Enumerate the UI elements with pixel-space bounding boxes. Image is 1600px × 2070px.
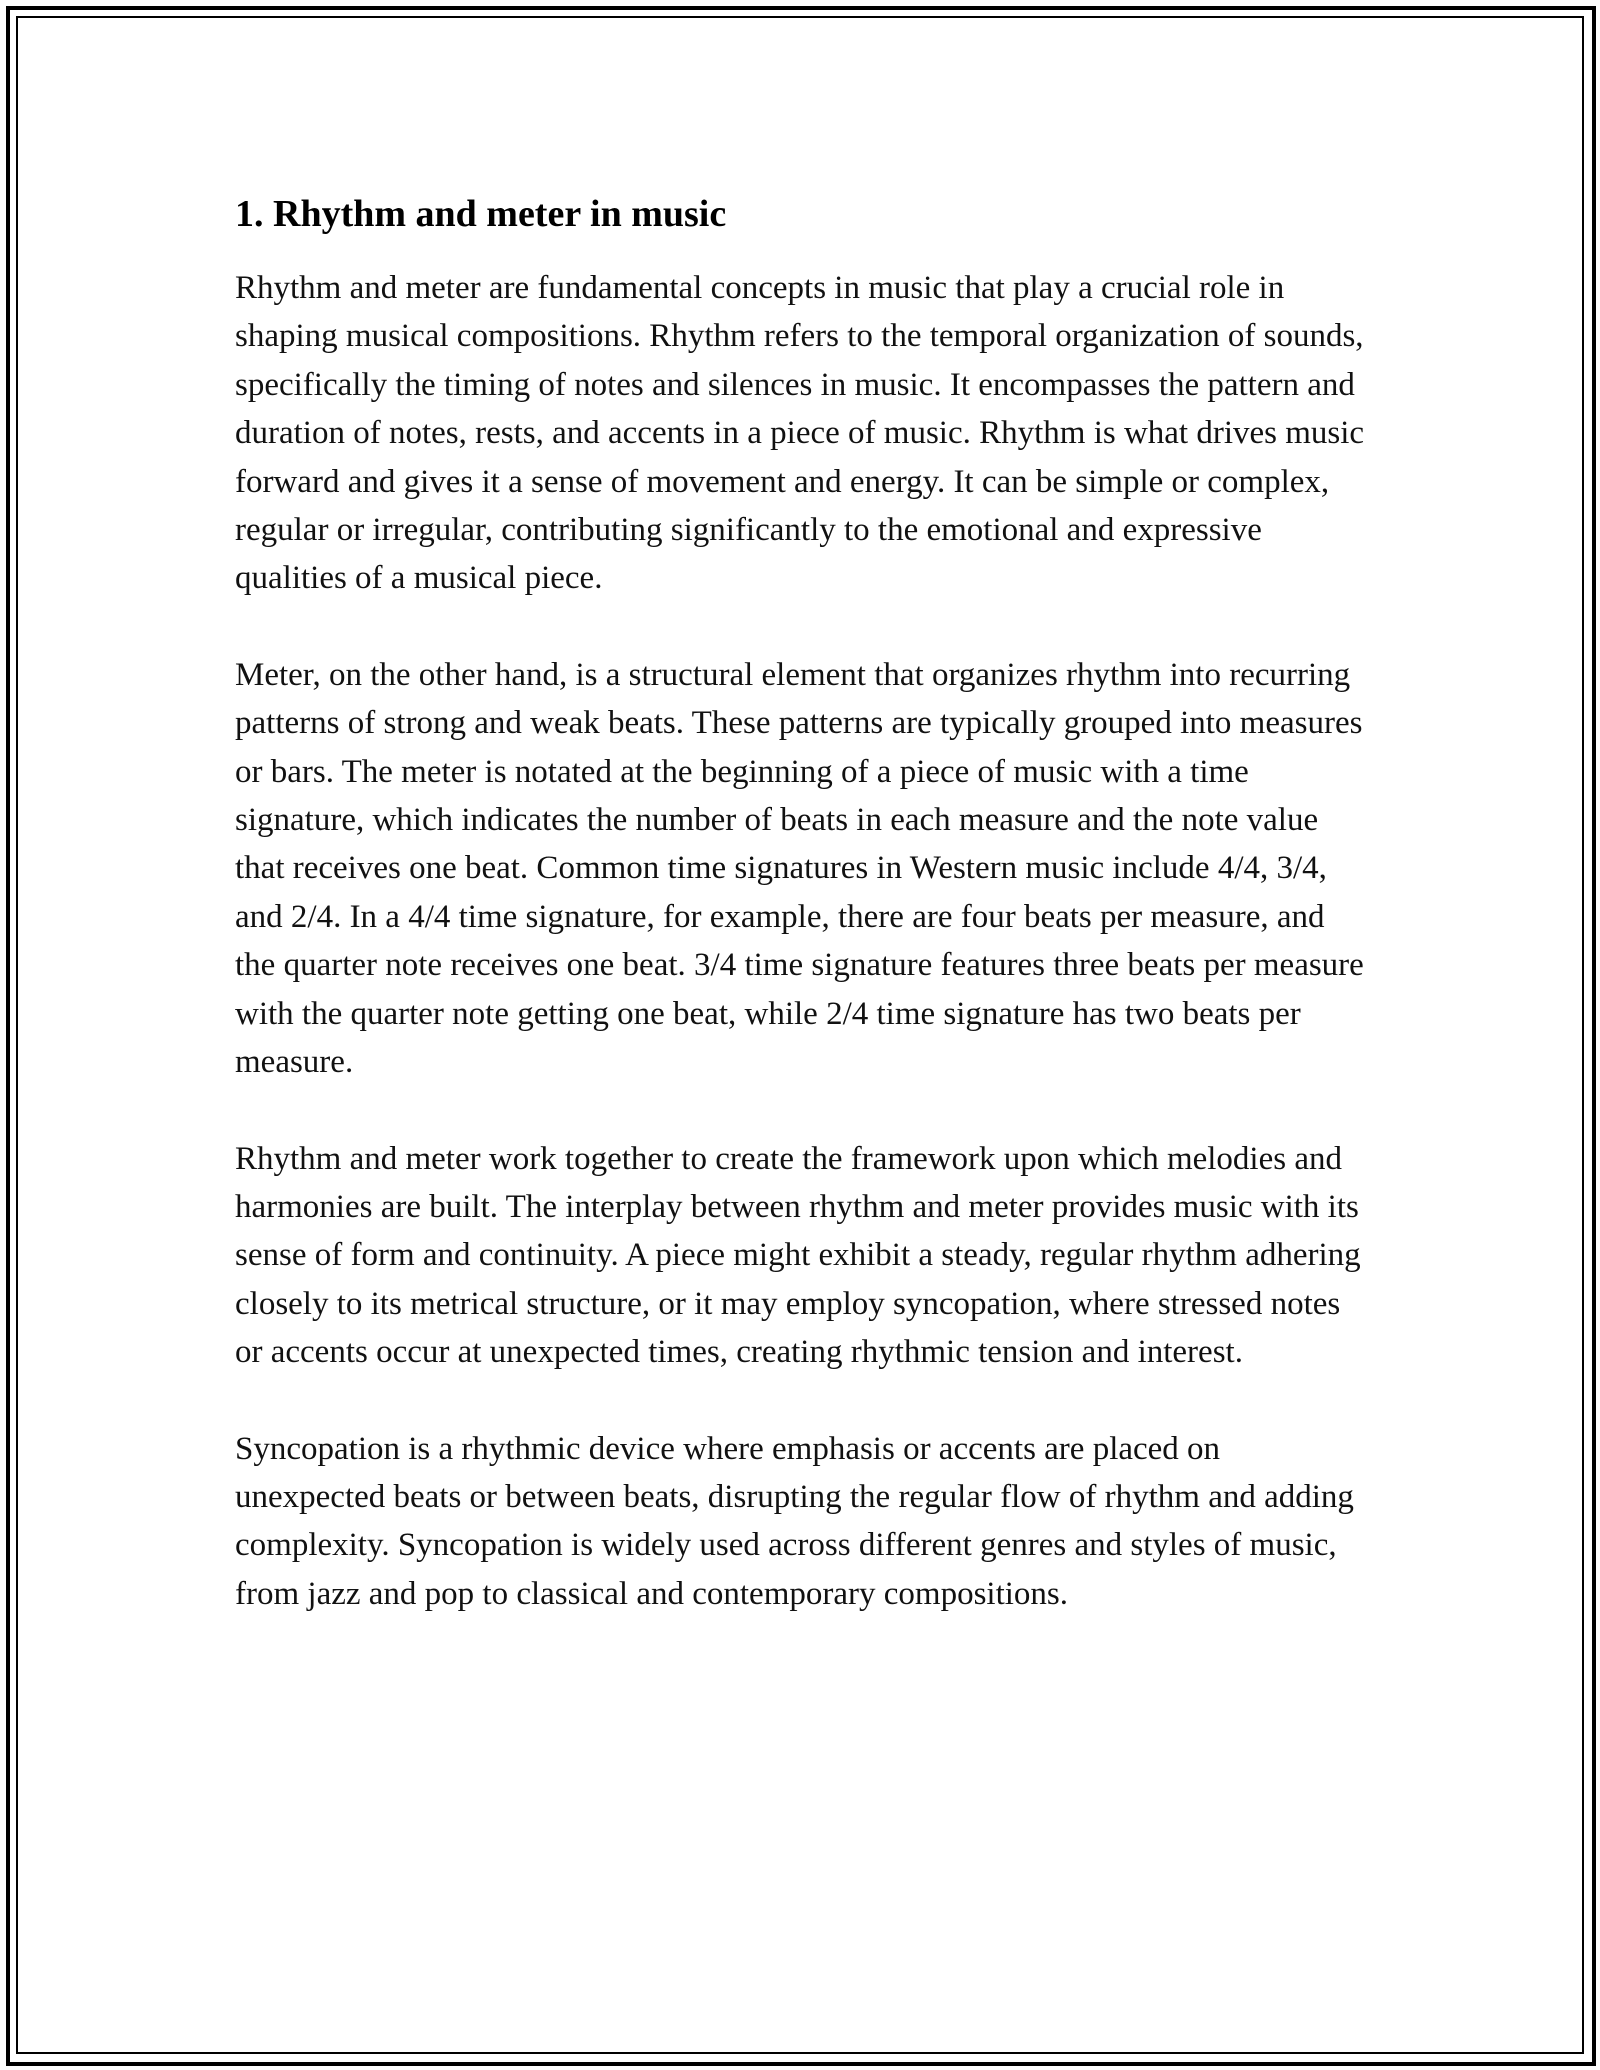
document-body xyxy=(235,186,1370,1618)
paragraph-meter-definition: Meter, on the other hand, is a structural element that organizes rhythm into recurring patterns of strong and weak beats. These patterns are typically grouped into measures or bars. The meter is notated at the beginning of a piece of music with a time signature, which indicates the number of beats in each measure and the note value that receives one beat. Common time signatures in Western music include 4/4, 3/4, and 2/4. In a 4/4 time signature, for example, there are four beats per measure, and the quarter note receives one beat. 3/4 time signature features three beats per measure with the quarter note getting one beat, while 2/4 time signature has two beats per measure. xyxy=(235,656,1364,1081)
section-heading: 1. Rhythm and meter in music xyxy=(235,193,727,235)
paragraph-syncopation: Syncopation is a rhythmic device where emphasis or accents are placed on unexpected beats or between beats, disrupting the regular flow of rhythm and adding complexity. Syncopation is widely used across different genres and styles of music, from jazz and pop to classical and contemporary compositions. xyxy=(235,1430,1354,1612)
paragraph-rhythm-definition: Rhythm and meter are fundamental concepts in music that play a crucial role in shaping musical compositions. Rhythm refers to the temporal organization of sounds, specifically the timing of notes and silences in music. It encompasses the pattern and duration of notes, rests, and accents in a piece of music. Rhythm is what drives music forward and gives it a sense of movement and energy. It can be simple or complex, regular or irregular, contributing significantly to the emotional and expressive qualities of a musical piece. xyxy=(235,270,1365,597)
paragraph-rhythm-meter-interplay: Rhythm and meter work together to create the framework upon which melodies and harmonies are built. The interplay between rhythm and meter provides music with its sense of form and continuity. A piece might exhibit a steady, regular rhythm adhering closely to its metrical structure, or it may employ syncopation, where stressed notes or accents occur at unexpected times, creating rhythmic tension and interest. xyxy=(235,1140,1361,1371)
